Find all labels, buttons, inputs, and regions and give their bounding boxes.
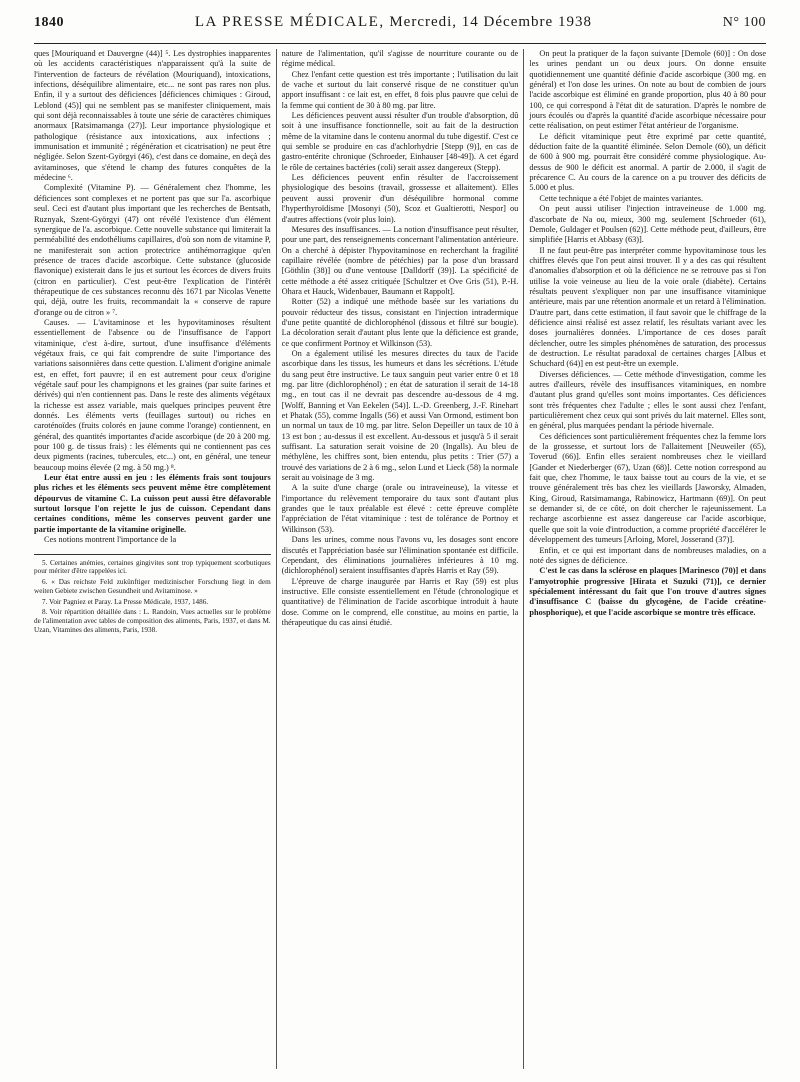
paragraph: Chez l'enfant cette question est très importante ; l'utilisation du lait de vache et surtout du lait conservé risque de ne constituer qu'un apport insuffisant : ce lait est, en effet, 8 fois plus pauvre que celui de la femme qui contient de 30 à 80 mg. par litre. <box>281 69 519 110</box>
column-3 <box>529 49 766 1069</box>
paragraph: ques [Mouriquand et Dauvergne (44)] ⁵. Les dystrophies inapparentes où les accidents caractéristiques n'apparaissent qu'à la suite de l'intervention de facteurs de révélation (Mouriquand), intoxications, infections, déséquilibre alimentaire, etc... ne sont pas rares non plus. Enfin, il y a surtout des déficiences [déficiences chimiques : Giroud, Leblond (45)] qui ne semblent pas se manifester cliniquement, mais qui sont déjà reconnaissables à toute une série de caractères chimiques anormaux [Ratsimamanga (27)]. Leur importance physiologique et pathologique (résistance aux intoxications, aux infections ; immunisation et immunité ; régénération et cicatrisation) ne peut être négligée. Selon Szent-Györgyi (46), c'est dans ce domaine, en deçà des avitaminoses, que s'étend le champ des futures conquêtes de la médecine ⁶. <box>34 49 271 183</box>
paragraph: A la suite d'une charge (orale ou intraveineuse), la vitesse et l'importance du relèvement temporaire du taux sont d'autant plus grandes que le taux préalable est élevé : cette épreuve complète l'appréciation de l'état vitaminique : test de tolérance de Portnoy et Wilkinson (53). <box>281 483 519 534</box>
footnote: 8. Voir répartition détaillée dans : L. Randoin, Vues actuelles sur le problème de l'alimentation avec tables de composition des aliments, Paris, 1937, et dans M. Uzan, Vitamines des aliments, Paris, 1938. <box>34 608 271 635</box>
paragraph: Les déficiences peuvent aussi résulter d'un trouble d'absorption, dû soit à une insuffisance fonctionnelle, soit au fait de la destruction même de la vitamine dans le contenu anormal du tube digestif. C'est ce qui semble se produire en cas d'achlorhydrie [Stepp (9)], en cas de gastro-entérite chronique (Schroeder, Einhauser [48-49]). A cet égard le rôle de certaines bactéries (coli) serait assez dangereux (Stepp). <box>281 111 519 172</box>
column-divider <box>523 49 524 1069</box>
paragraph: Le déficit vitaminique peut être exprimé par cette quantité, déduction faite de la quantité éliminée. Selon Demole (60), un déficit de 600 à 900 mg. pourrait être considéré comme physiologique. Au-dessus de 900 le déficit est anormal. A partir de 2.000, il s'agit de précarence C. Au cours de la carence on a pu trouver des déficits de 5.000 et plus. <box>529 131 767 193</box>
paragraph: L'épreuve de charge inaugurée par Harris et Ray (59) est plus instructive. Elle consiste essentiellement en l'étude (chronologique et quantitative) de l'élimination de l'acide ascorbique introduit à haute dose. Comme on le comprend, elle constitue, au moins en partie, la thérapeutique du cas ainsi étudié. <box>281 576 519 627</box>
journal-name: LA PRESSE MÉDICALE, <box>194 14 385 30</box>
paragraph: Complexité (Vitamine P). — Généralement chez l'homme, les déficiences sont complexes et ne portent pas que sur l'a. ascorbique seul. Ceci est d'autant plus important que les recherches de Bentsath, Ruznyak, Szent-Györgyi (47) ont révélé l'existence d'un élément synergique de l'a. ascorbique. Cette nouvelle substance qui limiterait la perméabilité des endothéliums capillaires, d'où son nom de vitamine P, ne manifesterait son action protectrice antihémorragique qu'en présence de traces d'acide ascorbique. Cette substance (glucoside flavonique) existerait dans le jus et surtout les écorces de divers fruits (citron en particulier). C'est peut-être l'explication de l'intérêt thérapeutique de ces substances reconnu dès 1671 par Nicolas Venette qui, déjà, outre les fruits, recommandait la « conserve de rapure d'orange ou de citron » ⁷. <box>34 183 271 317</box>
paragraph: On a également utilisé les mesures directes du taux de l'acide ascorbique dans les tissus, les humeurs et dans les sécrétions. L'étude du sang peut être instructive. Le taux sanguin peut varier entre 0 et 18 mg. par litre (dichlorophénol) ; en état de saturation il serait de 14-18 mg., en tout cas il ne devrait pas descendre au-dessous de 4 mg. [Wolff, Banning et Van Eekelen (54)]. L.-D. Greenberg, J.-F. Rinehart et Phatak (55), comme Ingalls (56) et aussi Van Ormond, estiment bon un normal un taux de 10 mg. par litre. Selon Depeiller un taux de 10 à 13 est bon ; au-dessus il est excellent. Au-dessous et jusqu'à 5 il serait suffisant. La saturation serait voisine de 20 (Ingalls). Au bleu de méthylène, les chiffres sont, bien entendu, plus petits : Trier (57) a trouvé des variations de 2 à 6 mg., selon Lund et Lieck (58) la normale serait au voisinage de 3 mg. <box>281 348 519 483</box>
issue-number: N° 100 <box>722 15 766 30</box>
page-number: 1840 <box>34 15 64 30</box>
column-2 <box>282 49 519 1069</box>
paragraph: Ces déficiences sont particulièrement fréquentes chez la femme lors de la grossesse, et surtout lors de l'allaitement [Neuweiler (65), Toverud (66)]. Enfin elles seraient nombreuses chez le vieillard [Gander et Niederberger (67), Uzan (68)]. Cette notion correspond au fait que, chez l'homme, le taux baisse tout au cours de la vie, et se trouve généralement très bas chez les vieillards [Jaworsky, Almaden, King, Giroud, Ratsimamanga, Rabinowicz, Hartmann (69)]. On peut se demander si, de ce côté, on doit chercher le rajeunissement. La recharge ascorbienne est assez dangereuse car l'acide ascorbique, quelle que soit la voie d'introduction, a comme propriété d'accélérer le développement des tumeurs [Arloing, Morel, Josserand (37)]. <box>529 431 767 545</box>
paragraph: Rotter (52) a indiqué une méthode basée sur les variations du pouvoir réducteur des tissus, consistant en l'injection intradermique d'une petite quantité de dichlorophénol (dissous et filtré sur bougie). La décoloration serait d'autant plus lente que la déficience est grande, ce que confirment Portnoy et Wilkinson (53). <box>281 297 519 348</box>
paragraph: Enfin, et ce qui est important dans de nombreuses maladies, on a noté des signes de déficience. <box>529 545 767 565</box>
page-header <box>34 14 766 40</box>
paragraph: On peut aussi utiliser l'injection intraveineuse de 1.000 mg. d'ascorbate de Na ou, mieux, 300 mg. seulement [Schroeder (61), Demole, Guldager et Poulsen (62)]. Cette méthode peut, d'ailleurs, être simplifiée [Harris et Abbasy (63)]. <box>529 204 767 245</box>
header-rule <box>34 43 766 44</box>
paragraph: Les déficiences peuvent enfin résulter de l'accroissement physiologique des besoins (travail, grossesse et allaitement). Elles peuvent aussi provenir d'un déséquilibre hormonal comme l'hyperthyroïdisme [Mosonyi (50), Scoz et Gualtierotti, Nespor] ou d'autres affections (voir plus loin). <box>281 173 519 224</box>
footnote: 6. « Das reichste Feld zukünftiger medizinischer Forschung liegt in dem weiten Gebiete zwischen Gesundheit und Avitaminose. » <box>34 578 271 595</box>
paragraph: Cette technique a été l'objet de maintes variantes. <box>539 193 704 203</box>
paragraph: Mesures des insuffisances. — La notion d'insuffisance peut résulter, pour une part, des renseignements concernant l'alimentation antérieure. On a cherché à dépister l'hypovitaminose en recherchant la fragilité capillaire révélée (nombre de pétéchies) par la pose d'un brassard [Göthlin (38)] ou d'une ventouse [Dalldorff (39)]. La spécificité de cette méthode a été assez critiquée [Schultzer et Ove Gris (51), P.-H. Ohara et Hauck, Widenbauer, Baumann et Rappolt]. <box>281 224 519 296</box>
issue-date: Mercredi, 14 Décembre 1938 <box>389 14 592 30</box>
article-body <box>34 49 766 1069</box>
paragraph: nature de l'alimentation, qu'il s'agisse de nourriture courante ou de régime médical. <box>281 49 519 69</box>
paragraph: Ces notions montrent l'importance de la <box>44 535 177 545</box>
paragraph: Il ne faut peut-être pas interpréter comme hypovitaminose tous les chiffres élevés que l'on peut ainsi trouver. Il y a des cas qui résultent d'anomalies d'absorption et où la déficience ne se retrouve pas si l'on utilise la voie veineuse au lieu de la voie orale (diabète). Certains résultats peuvent s'expliquer non par une insuffisance vitaminique antérieure, mais par une rétention anormale et un retard à l'élimination. D'autre part, dans cette estimation, il faut savoir que le chiffrage de la déficience ainsi réalisé est assez relatif, les résultats variant avec les doses journalières données. L'importance de ces doses paraît déclencher, outre les simples phénomènes de saturation, des processus de destruction. Le résultat paradoxal de certaines charges [Albus et Schuchard (64)] en est peut-être un exemple. <box>529 245 767 369</box>
paragraph: Causes. — L'avitaminose et les hypovitaminoses résultent essentiellement de l'absence ou de l'insuffisance de l'apport vitaminique, c'est à-dire, surtout, d'une insuffisance d'éléments végétaux frais, ce qui fait comprendre de suite l'importance des variations saisonnières dans cette question. L'aliment d'origine animale est, en effet, fort pauvre; il en est autrement pour ceux d'origine végétale sauf pour les champignons et les graines (par suite farines et dérivés) qui n'en contiennent pas. Dans le reste des aliments végétaux la richesse est assez variable, mais quelques principes peuvent être donnés. Les éléments verts (feuillages surtout) ou riches en caroténoïdes (fruits colorés en jaune comme l'orange) contiennent, en général, des quantités importantes d'acide ascorbique (de 20 à 200 mg. pour 100 g. de tissus frais) : les éléments qui ne contiennent pas ces deux pigments (racines, tubercules, etc...) ont, en général, une teneur beaucoup moins élevée (2 mg. à 50 mg.) ⁸. <box>34 317 271 472</box>
column-1 <box>34 49 271 1069</box>
footnotes <box>34 554 271 635</box>
paragraph: Diverses déficiences. — Cette méthode d'investigation, comme les autres d'ailleurs, révèle des insuffisances vitaminiques, en nombre d'autant plus grand qu'elles sont moins importantes. Ces déficiences sont très fréquentes chez l'adulte ; elles le sont aussi chez l'enfant, particulièrement chez ceux qui sont privés du lait maternel. Elles sont, en général, plus marquées pendant la période hivernale. <box>529 369 767 431</box>
running-title <box>195 14 592 31</box>
footnote: 7. Voir Pagniez et Paray. La Presse Médicale, 1937, 1486. <box>42 597 209 606</box>
paragraph: Dans les urines, comme nous l'avons vu, les dosages sont encore discutés et l'appréciation basée sur l'élimination spontanée est difficile. Cependant, des éliminations journalières inférieures à 10 mg. (dichlorophénol) seraient insuffisantes d'après Harris et Ray (59). <box>281 535 519 576</box>
paragraph: Leur état entre aussi en jeu : les éléments frais sont toujours plus riches et les éléments secs peuvent même être complètement dépourvus de vitamine C. La cuisson peut aussi être défavorable surtout lorsque l'on rejette le jus de cuisson. Cependant dans certaines conditions, même les conserves peuvent garder une partie importante de la vitamine originelle. <box>34 473 271 534</box>
column-divider <box>276 49 277 1069</box>
footnote: 5. Certaines anémies, certaines gingivites sont trop typiquement scorbutiques pour mériter d'être rappelées ici. <box>34 558 271 576</box>
paragraph: On peut la pratiquer de la façon suivante [Demole (60)] : On dose les urines pendant un ou deux jours. On donne ensuite quotidiennement une quantité définie d'acide ascorbique (300 mg. en général) et l'on dose les urines. On note au bout de combien de jours l'acide ascorbique est éliminé en grande proportion, plus 40 à 80 pour 100, ce qui correspond à l'état dit de saturation. D'après le nombre de jours écoulés ou d'après la quantité d'acide ascorbique nécessaire pour cette réalisation, on peut estimer l'état antérieur de l'organisme. <box>529 49 767 131</box>
paragraph: C'est le cas dans la sclérose en plaques [Marinesco (70)] et dans l'amyotrophie progressive [Hirata et Suzuki (71)], ce dernier spécialement intéressant du fait que l'on trouve d'autres signes d'insuffisance C (baisse du glycogène, de l'acide créatine-phosphorique), et que l'acide ascorbique se montre très efficace. <box>529 566 767 617</box>
